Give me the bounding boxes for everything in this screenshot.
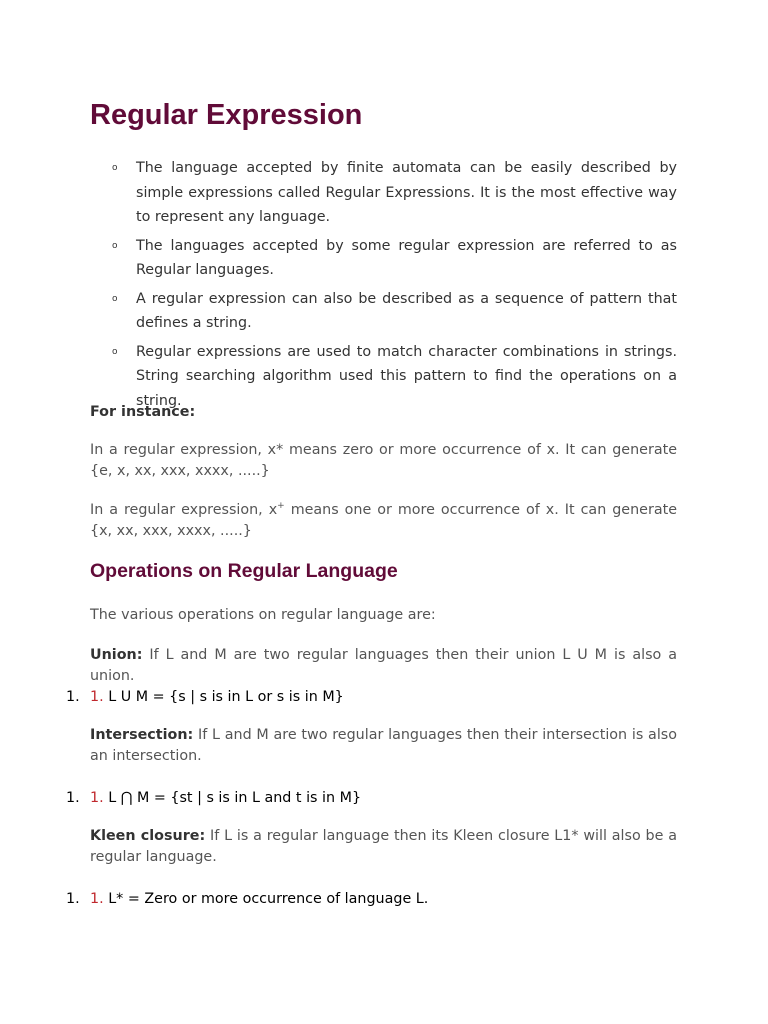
code-line-number: 1.	[90, 790, 104, 806]
section-title: Operations on Regular Language	[90, 560, 398, 582]
bullet-icon: o	[112, 240, 118, 251]
kleen-formula: L* = Zero or more occurrence of language L.	[103, 891, 429, 907]
bullet-text: The language accepted by finite automata can be easily described by simple expressions called Regular Expressions. It is the most effective way to represent any language.	[136, 160, 677, 225]
union-text: If L and M are two regular languages then their union L U M is also a union.	[90, 647, 677, 684]
bullet-text: The languages accepted by some regular expression are referred to as Regular languages.	[136, 237, 677, 278]
kleen-label: Kleen closure:	[90, 828, 206, 844]
code-line-number: 1.	[90, 689, 104, 705]
page-title: Regular Expression	[90, 99, 363, 131]
intersection-code-line	[66, 788, 361, 809]
kleen-paragraph	[90, 826, 677, 868]
union-paragraph	[90, 645, 677, 687]
section-intro: The various operations on regular language are:	[90, 607, 436, 623]
bullet-list	[112, 156, 677, 417]
list-number: 1.	[66, 891, 80, 907]
intersection-paragraph	[90, 725, 677, 767]
kleen-text: If L is a regular language then its Kleen closure L1* will also be a regular language.	[90, 828, 677, 865]
example-kleene-plus	[90, 500, 677, 542]
list-number: 1.	[66, 689, 80, 705]
union-formula: L U M = {s | s is in L or s is in M}	[103, 689, 344, 705]
list-number: 1.	[66, 790, 80, 806]
for-instance-label: For instance:	[90, 404, 196, 420]
superscript-plus: +	[277, 501, 285, 512]
example-prefix: In a regular expression, x	[90, 502, 278, 518]
union-label: Union:	[90, 647, 143, 663]
list-item	[112, 234, 677, 283]
bullet-icon: o	[112, 293, 118, 304]
union-code-line	[66, 687, 344, 708]
kleen-code-line	[66, 889, 428, 910]
example-kleene-star: In a regular expression, x* means zero or more occurrence of x. It can generate {e, x, xx, xxx, xxxx, .....}	[90, 442, 677, 479]
list-item	[112, 156, 677, 230]
bullet-icon: o	[112, 163, 118, 173]
bullet-text: Regular expressions are used to match character combinations in strings. String searching algorithm used this pattern to find the operations on a string.	[136, 343, 677, 409]
list-item	[112, 287, 677, 336]
code-line-number: 1.	[90, 891, 104, 907]
bullet-text: A regular expression can also be described as a sequence of pattern that defines a string.	[136, 290, 677, 331]
intersection-formula: L ⋂ M = {st | s is in L and t is in M}	[103, 790, 362, 806]
example-suffix: means one or more occurrence of x. It can generate {x, xx, xxx, xxxx, .....}	[90, 502, 677, 539]
intersection-label: Intersection:	[90, 727, 194, 743]
bullet-icon: o	[112, 346, 118, 357]
intersection-text: If L and M are two regular languages then their intersection is also an intersection.	[90, 727, 677, 764]
